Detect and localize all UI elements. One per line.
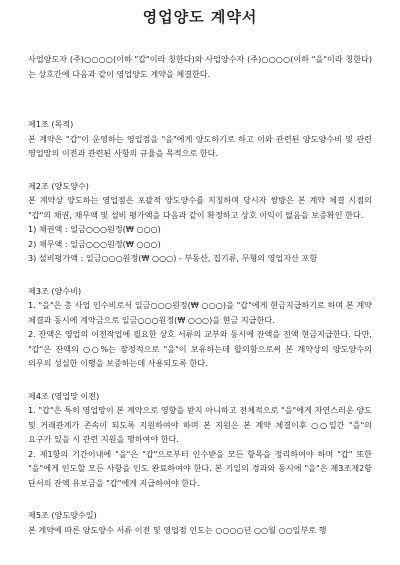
article-heading: 제4조 (영업망 이전) bbox=[28, 390, 100, 401]
article-paragraph: 2. 잔액은 영업의 이전작업에 필요한 상호 서류의 교부와 동시에 잔액을 전액 현금지급한다. 다만, "갑"은 잔액의 ○○%는 잠정적으로 "을"이 보유하는데 합의함으로써 본 계약상의 양도양수의 의무의 성실한 이행을 보증하는데 사용되도록 한다. bbox=[28, 329, 372, 368]
list-item: 2) 채무액 : 일금○○○원정(₩ ○○○) bbox=[28, 238, 161, 249]
list-item: 3) 설비평가액 : 일금○○○원정(₩ ○○○) - 부동산, 집기류, 무형의 영업자산 포함 bbox=[28, 253, 318, 263]
article-heading: 제5조 (양도양수일) bbox=[28, 510, 97, 520]
article-4 bbox=[28, 389, 372, 491]
document-title: 영업양도 계약서 bbox=[142, 8, 258, 26]
article-2 bbox=[28, 179, 372, 266]
article-paragraph: 본 계약은 "갑"이 운영하는 영업점을 "을"에게 양도하기로 하고 이와 관련된 양도양수비 및 관련 영업망의 이전과 관련된 사항의 규율을 목적으로 한다. bbox=[28, 133, 372, 158]
article-1 bbox=[28, 117, 372, 161]
list-item: 1) 채권액 : 일금○○○원정(₩ ○○○) bbox=[28, 224, 161, 234]
article-3 bbox=[28, 284, 372, 371]
article-heading: 제1조 (목적) bbox=[28, 119, 74, 129]
article-heading: 제3조 (양수비) bbox=[28, 285, 82, 296]
article-5 bbox=[28, 508, 372, 537]
article-paragraph: 2. 제1항의 기간이내에 "을"은 "갑"으로부터 인수받을 모든 항목을 정리하여야 하며 "갑" 또한 "을"에게 인도할 모든 사항을 인도 완료하여야 한다. 본 기일의 경과와 동시에 "을"은 제3조제2항 단서의 잔액 유보금을 "갑"에게 지급하여야 한다. bbox=[28, 448, 372, 488]
article-heading: 제2조 (양도양수) bbox=[28, 180, 89, 191]
article-paragraph: 본 계약상 양도하는 영업점은 포괄적 양도양수를 지칭하며 당시자 쌍방은 본 계약 체결 시점의 "갑"의 채권, 채무액 및 설비 평가액을 다음과 같이 확정하고 상호 이익이 없음을 보증확인 한다. bbox=[28, 195, 372, 220]
article-paragraph: 본 계약에 따른 양도양수 서류 이전 및 영업점 인도는 ○○○○년 ○○월 ○○일부로 행 bbox=[28, 524, 327, 535]
article-paragraph: 1. "갑"은 특히 영업망이 본 계약으로 영향을 받지 아니하고 전체적으로 "을"에게 자연스러운 양도 및 거래관계가 존속이 되도록 지원하여야 하며 본 지원은 본 계약 체결이후 ○○일간 "을"의 요구가 있을 시 관련 지원을 행하여야 한다. bbox=[28, 405, 372, 444]
intro-paragraph: 사업양도자 (주)○○○○(이하 "갑"이라 칭한다)와 사업양수자 (주)○○○○(이하 "을"이라 칭한다)는 상호간에 다음과 같이 영업양도 계약을 체결한다. bbox=[28, 54, 372, 79]
article-paragraph: 1. "을"은 총 사업 인수비로서 일금○○○원정(₩ ○○○)을 "갑"에게 현금지급하기로 하며 본 계약 체결과 동시에 계약금으로 일금○○○원정(₩ ○○○)을 현금 지급한다. bbox=[28, 300, 372, 325]
